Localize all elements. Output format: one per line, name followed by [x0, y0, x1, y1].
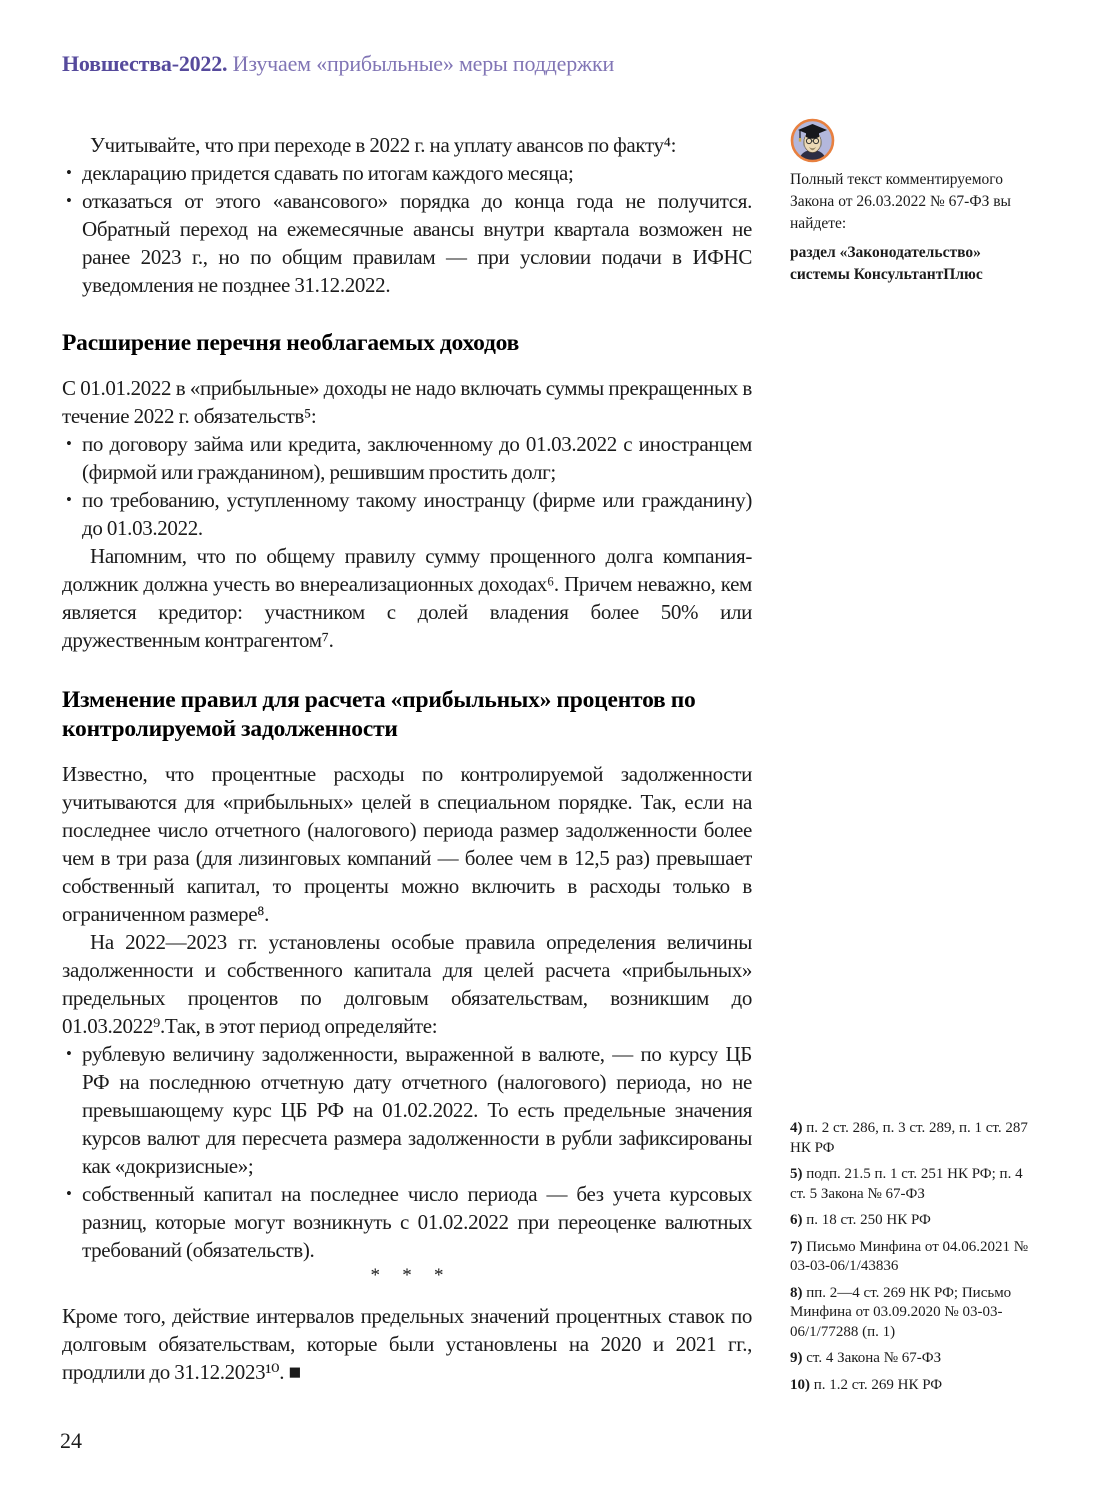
footnote-number: 5)	[790, 1166, 803, 1182]
footnote-text: п. 18 ст. 250 НК РФ	[806, 1212, 931, 1228]
footnote	[790, 1165, 1038, 1204]
footnote-text: пп. 2—4 ст. 269 НК РФ; Письмо Минфина от 03.09.2020 № 03-03-06/1/77288 (п. 1)	[790, 1284, 1012, 1340]
footnote-text: подп. 21.5 п. 1 ст. 251 НК РФ; п. 4 ст. 5 Закона № 67-ФЗ	[790, 1166, 1023, 1202]
footnotes-block	[790, 1119, 1038, 1402]
list-item: • рублевую величину задолженности, выраженной в валюте, — по курсу ЦБ РФ на последнюю отчетную дату отчетного (налогового) периода, но не превышающему курс ЦБ РФ на 01.02.2022. То есть предельные значения курсов валют для пересчета размера задолженности в рубли зафиксированы как «докризисные»;	[62, 1040, 752, 1180]
footnote-number: 8)	[790, 1284, 803, 1301]
footnote	[790, 1349, 1038, 1369]
article-bottom-block	[62, 1262, 752, 1386]
intro-lead-paragraph: Учитывайте, что при переходе в 2022 г. на уплату авансов по факту⁴:	[90, 133, 677, 157]
footnote-number: 9)	[790, 1350, 803, 1366]
footnote-text: п. 1.2 ст. 269 НК РФ	[813, 1376, 943, 1393]
sidebar-note	[790, 169, 1038, 286]
sidebar-note-bold: раздел «Законодательство» системы КонсультантПлюс	[790, 244, 983, 283]
section2-paragraph-2: На 2022—2023 гг. установлены особые правила определения величины задолженности и собственного капитала для целей расчета «прибыльных» предельных процентов по долговым обязательствам, возникшим до 01.03.2022⁹.Так, в этот период определяйте:	[62, 930, 752, 1038]
section2-bullet-list	[62, 1040, 752, 1264]
intro-bullet-list	[62, 159, 752, 299]
footnote-number: 4)	[790, 1120, 803, 1136]
footnote-number: 7)	[790, 1238, 803, 1255]
list-item: • по требованию, уступленному такому иностранцу (фирме или гражданину) до 01.03.2022.	[62, 486, 752, 542]
section1-paragraph-2: Напомним, что по общему правилу сумму прощенного долга компания-должник должна учесть во внереализационных доходах⁶. Причем неважно, кем является кредитор: участником с долей владения более 50% или дружественным контрагентом⁷.	[62, 544, 752, 652]
page-header	[62, 50, 762, 78]
section1-heading: Расширение перечня необлагаемых доходов	[62, 330, 520, 356]
list-item: • по договору займа или кредита, заключенному до 01.03.2022 с иностранцем (фирмой или гражданином), решившим простить долг;	[62, 430, 752, 486]
footnote	[790, 1238, 1038, 1277]
professor-avatar-icon	[789, 117, 836, 164]
section1-paragraph-1: С 01.01.2022 в «прибыльные» доходы не надо включать суммы прекращенных в течение 2022 г. обязательств⁵:	[62, 376, 752, 428]
list-item: • отказаться от этого «авансового» порядка до конца года не получится. Обратный переход на ежемесячные авансы внутри квартала возможен не ранее 2023 г., но по общим правилам — при условии подачи в ИФНС уведомления не позднее 31.12.2022.	[62, 187, 752, 299]
footnote-text: ст. 4 Закона № 67-ФЗ	[806, 1350, 942, 1366]
footnote	[790, 1284, 1038, 1343]
section-separator: * * *	[370, 1265, 453, 1286]
list-item: • декларацию придется сдавать по итогам каждого месяца;	[62, 159, 752, 187]
section2-heading: Изменение правил для расчета «прибыльных» процентов по контролируемой задолженности	[62, 687, 696, 742]
header-rubric: Новшества-2022.	[62, 51, 228, 76]
outro-paragraph: Кроме того, действие интервалов предельных значений процентных ставок по долговым обязательствам, которые были установлены на 2020 и 2021 гг., продлили до 31.12.2023¹⁰. ■	[62, 1304, 752, 1384]
footnote-text: п. 2 ст. 286, п. 3 ст. 289, п. 1 ст. 287 НК РФ	[790, 1120, 1028, 1156]
sidebar-note-text: Полный текст комментируемого Закона от 26.03.2022 № 67-ФЗ вы найдете:	[790, 171, 1011, 232]
article-top-block	[62, 131, 752, 654]
footnote	[790, 1211, 1038, 1231]
page-number: 24	[60, 1428, 82, 1453]
footnote	[790, 1376, 1038, 1396]
list-item: • собственный капитал на последнее число периода — без учета курсовых разниц, которые могут возникнуть с 01.02.2022 при переоценке валютных требований (обязательств).	[62, 1180, 752, 1264]
header-article-title: Изучаем «прибыльные» меры поддержки	[232, 51, 615, 76]
footnote	[790, 1119, 1038, 1158]
section2-paragraph-1: Известно, что процентные расходы по контролируемой задолженности учитываются для «прибыльных» целей в специальном порядке. Так, если на последнее число отчетного (налогового) периода размер задолженности более чем в три раза (для лизинговых компаний — более чем в 12,5 раз) превышает собственный капитал, то проценты можно включить в расходы только в ограниченном размере⁸.	[62, 762, 752, 926]
footnote-number: 10)	[790, 1376, 810, 1393]
footnote-text: Письмо Минфина от 04.06.2021 № 03-03-06/1/43836	[790, 1238, 1029, 1274]
article-middle-block	[62, 686, 752, 1264]
section1-bullet-list	[62, 430, 752, 542]
footnote-number: 6)	[790, 1212, 803, 1228]
